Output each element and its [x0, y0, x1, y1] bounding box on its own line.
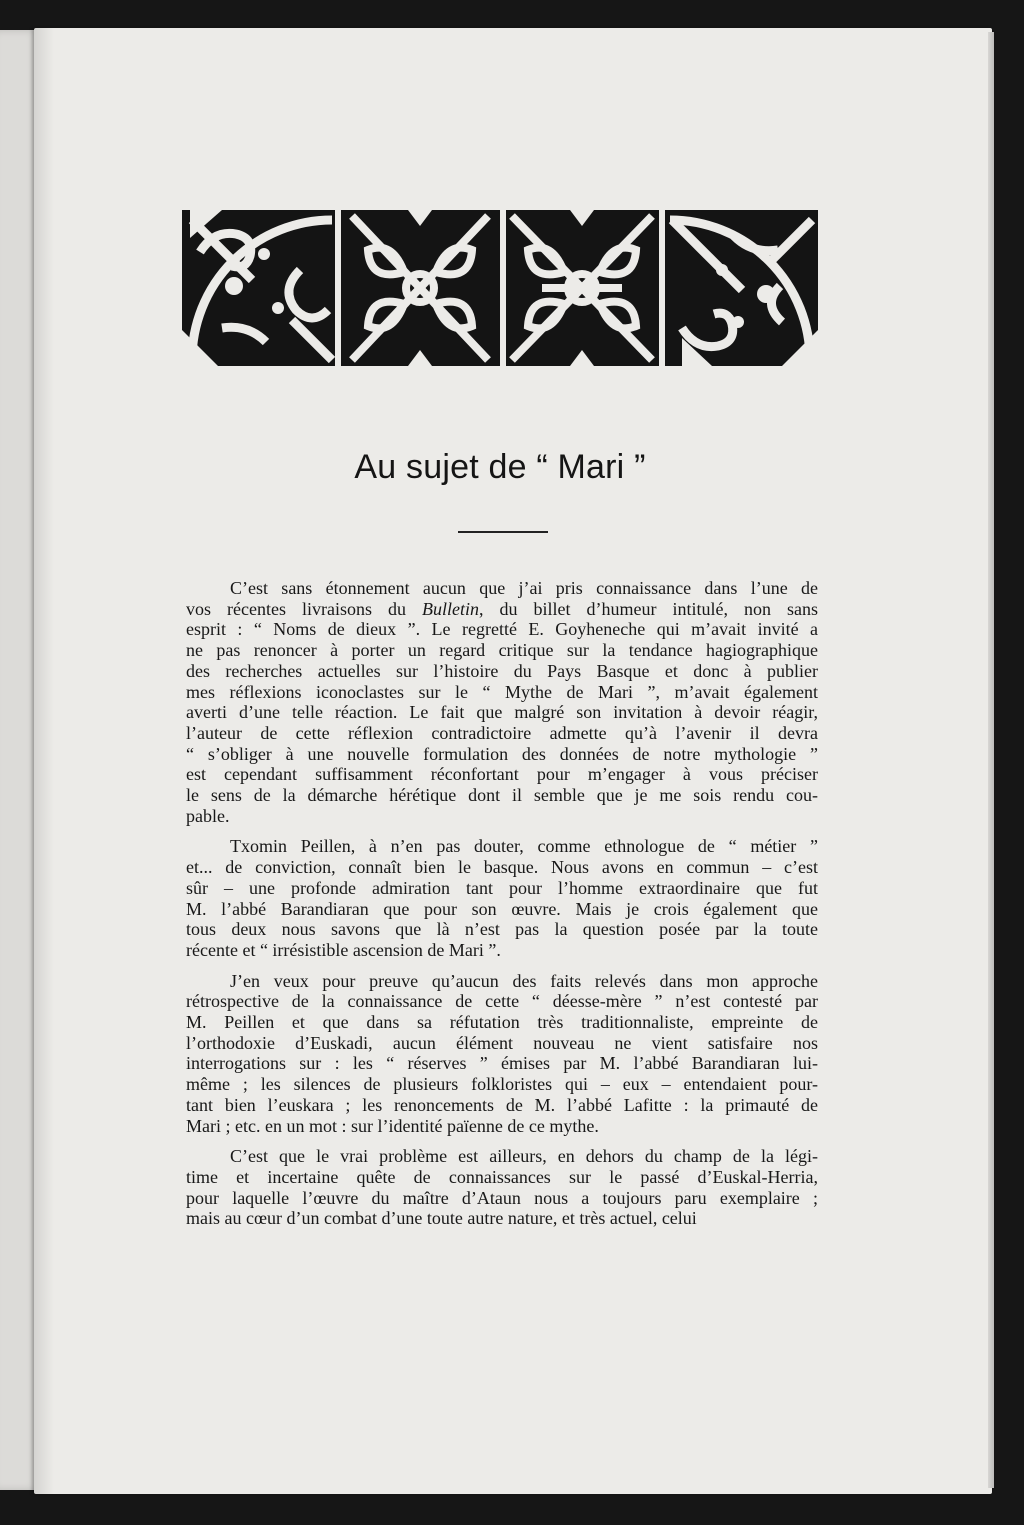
- article-body: [186, 578, 818, 1229]
- text-line: C’est que le vrai problème est ailleurs, en dehors du champ de la légi-: [230, 1146, 818, 1167]
- text-line: mes réflexions iconoclastes sur le “ Mythe de Mari ”, m’avait également: [186, 681, 818, 702]
- paragraph: [186, 1146, 818, 1229]
- text-line: J’en veux pour preuve qu’aucun des faits relevés dans mon approche: [230, 970, 818, 991]
- text-line: Mari ; etc. en un mot : sur l’identité païenne de ce mythe.: [186, 1115, 599, 1136]
- text-line: mais au cœur d’un combat d’une toute autre nature, et très actuel, celui: [186, 1208, 697, 1229]
- text-line: est cependant suffisamment réconfortant pour m’engager à vous préciser: [186, 764, 818, 785]
- text-line: des recherches actuelles sur l’histoire du Pays Basque et donc à publier: [186, 660, 818, 681]
- text-line: l’orthodoxie d’Euskadi, aucun élément nouveau ne vient satisfaire nos: [186, 1032, 818, 1053]
- text-line: M. l’abbé Barandiaran que pour son œuvre. Mais je crois également que: [186, 898, 818, 919]
- text-line: Txomin Peillen, à n’en pas douter, comme ethnologue de “ métier ”: [230, 836, 818, 857]
- paragraph: [186, 971, 818, 1137]
- paragraph-gap: [186, 961, 818, 971]
- text-line: récente et “ irrésistible ascension de Mari ”.: [186, 939, 501, 960]
- text-line: time et incertaine quête de connaissances sur le passé d’Euskal-Herria,: [186, 1166, 818, 1187]
- text-line: C’est sans étonnement aucun que j’ai pris connaissance dans l’une de: [230, 578, 818, 598]
- page-right-edge: [988, 32, 994, 1488]
- text-line: pour laquelle l’œuvre du maître d’Ataun nous a toujours paru exemplaire ;: [186, 1187, 818, 1208]
- text-line: rétrospective de la connaissance de cette “ déesse-mère ” n’est contesté par: [186, 991, 818, 1012]
- basque-ornament-frieze: [182, 210, 818, 366]
- text-line: tous deux nous savons que là n’est pas la question posée par la toute: [186, 919, 818, 940]
- page-gutter-shadow: [34, 28, 54, 1494]
- text-line: ne pas renoncer à porter un regard critique sur la tendance hagiographique: [186, 640, 818, 661]
- title-divider: [458, 531, 548, 533]
- paragraph-gap: [186, 826, 818, 836]
- paragraph-gap: [186, 1136, 818, 1146]
- text-line: M. Peillen et que dans sa réfutation très traditionnaliste, empreinte de: [186, 1012, 818, 1033]
- text-line: pable.: [186, 805, 230, 826]
- paragraph: [186, 578, 818, 826]
- text-line: le sens de la démarche hérétique dont il semble que je me sois rendu cou-: [186, 785, 818, 806]
- text-line: et... de conviction, connaît bien le basque. Nous avons en commun – c’est: [186, 857, 818, 878]
- text-line: interrogations sur : les “ réserves ” émises par M. l’abbé Barandiaran lui-: [186, 1053, 818, 1074]
- text-line: “ s’obliger à une nouvelle formulation des données de notre mythologie ”: [186, 743, 818, 764]
- text-line: tant bien l’euskara ; les renoncements de M. l’abbé Lafitte : la primauté de: [186, 1094, 818, 1115]
- text-segment: vos récentes livraisons du: [186, 598, 422, 619]
- text-line: l’auteur de cette réflexion contradictoire admette qu’à l’avenir il devra: [186, 722, 818, 743]
- text-line: esprit : “ Noms de dieux ”. Le regretté E. Goyheneche qui m’avait invité a: [186, 619, 818, 640]
- text-line: sûr – une profonde admiration tant pour l’homme extraordinaire que fut: [186, 877, 818, 898]
- paragraph: [186, 836, 818, 960]
- italic-title: Bulletin: [421, 598, 479, 619]
- text-line: [186, 599, 818, 620]
- text-segment: , du billet d’humeur intitulé, non sans: [478, 598, 818, 619]
- article-title: Au sujet de “ Mari ”: [354, 448, 646, 486]
- text-line: averti d’une telle réaction. Le fait que malgré son invitation à devoir réagir,: [186, 702, 818, 723]
- text-line: même ; les silences de plusieurs folkloristes qui – eux – entendaient pour-: [186, 1074, 818, 1095]
